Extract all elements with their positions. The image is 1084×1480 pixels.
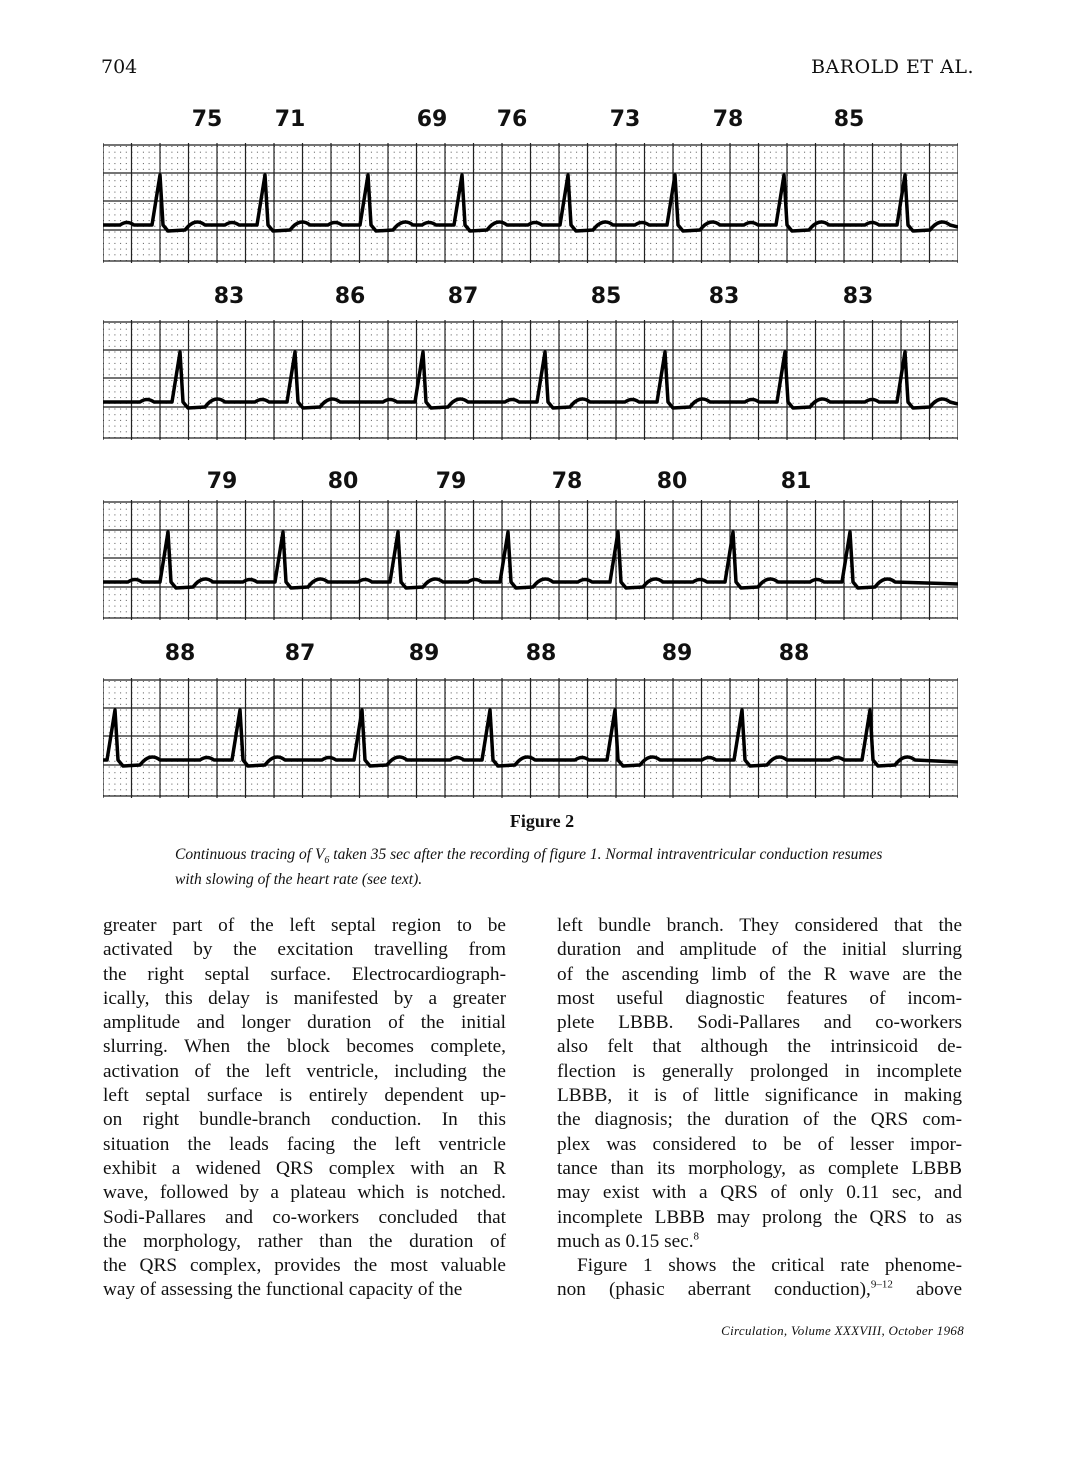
heart-rate-label: 78: [551, 469, 583, 494]
heart-rate-label: 85: [590, 284, 622, 309]
page-number: 704: [101, 56, 138, 78]
text-line: flection is generally prolonged in incomplete: [557, 1060, 962, 1082]
text-line: situation the leads facing the left ventricle: [103, 1133, 506, 1155]
text-line: slurring. When the block becomes complete,: [103, 1036, 506, 1058]
text-line: plete LBBB. Sodi-Pallares and co-workers: [557, 1012, 962, 1034]
heart-rate-label: 83: [213, 284, 245, 309]
text-line: on right bundle-branch conduction. In this: [103, 1109, 506, 1131]
text-line: Sodi-Pallares and co-workers concluded that: [103, 1206, 506, 1228]
ecg-strip: [103, 320, 958, 440]
text-line: plex was considered to be of lesser impor-: [557, 1133, 962, 1155]
heart-rate-label: 73: [609, 107, 641, 132]
text-line: wave, followed by a plateau which is notched.: [103, 1182, 506, 1204]
text: non (phasic aberrant conduction),: [557, 1279, 871, 1301]
heart-rate-label: 71: [274, 107, 306, 132]
heart-rate-label: 83: [708, 284, 740, 309]
text-line: may exist with a QRS of only 0.11 sec, and: [557, 1182, 962, 1204]
heart-rate-label: 86: [334, 284, 366, 309]
heart-rate-label: 69: [416, 107, 448, 132]
reference-superscript: 8: [693, 1230, 700, 1243]
body-column-right: [557, 914, 962, 1303]
body-column-left: [103, 914, 506, 1303]
text-line: activated by the excitation travelling from: [103, 939, 506, 961]
heart-rate-label: 89: [408, 641, 440, 666]
heart-rate-label: 88: [525, 641, 557, 666]
journal-footer: Circulation, Volume XXXVIII, October 1968: [721, 1323, 964, 1338]
text-line: exhibit a widened QRS complex with an R: [103, 1157, 506, 1179]
text-line: the QRS complex, provides the most valuable: [103, 1255, 506, 1277]
heart-rate-label: 76: [496, 107, 528, 132]
text-line: way of assessing the functional capacity of the: [103, 1279, 463, 1301]
text: much as 0.15 sec.: [557, 1230, 694, 1252]
ecg-strip: [103, 678, 958, 798]
heart-rate-label: 88: [778, 641, 810, 666]
text-line: ically, this delay is manifested by a greater: [103, 987, 506, 1009]
heart-rate-label: 80: [327, 469, 359, 494]
text-line: incomplete LBBB may prolong the QRS to as: [557, 1206, 962, 1228]
heart-rate-label: 79: [435, 469, 467, 494]
heart-rate-label: 89: [661, 641, 693, 666]
heart-rate-label: 80: [656, 469, 688, 494]
heart-rate-label: 83: [842, 284, 874, 309]
text-line: tance than its morphology, as complete LBBB: [557, 1157, 962, 1179]
text-line: left septal surface is entirely dependent up-: [103, 1085, 506, 1107]
text-line: most useful diagnostic features of incom-: [557, 987, 962, 1009]
heart-rate-label: 78: [712, 107, 744, 132]
heart-rate-label: 75: [191, 107, 223, 132]
text-line: the morphology, rather than the duration of: [103, 1230, 506, 1252]
heart-rate-label: 87: [284, 641, 316, 666]
reference-superscript: 9–12: [870, 1279, 893, 1292]
text: above: [892, 1279, 962, 1301]
ecg-strip: [103, 143, 958, 263]
text-line: [557, 1278, 962, 1302]
ecg-strip: [103, 500, 958, 620]
heart-rate-label: 79: [206, 469, 238, 494]
text-line: left bundle branch. They considered that the: [557, 915, 962, 936]
heart-rate-label: 88: [164, 641, 196, 666]
caption-text: Continuous tracing of V: [175, 846, 325, 863]
heart-rate-label: 81: [780, 469, 812, 494]
caption-subscript: 6: [324, 855, 330, 867]
text-line: greater part of the left septal region to be: [103, 915, 506, 936]
text-line: the diagnosis; the duration of the QRS com-: [557, 1109, 962, 1131]
text-line: [557, 1230, 962, 1254]
figure-caption: [175, 845, 895, 889]
text-line: also felt that although the intrinsicoid de-: [557, 1036, 962, 1058]
text-line: the right septal surface. Electrocardiograph-: [103, 963, 506, 985]
text-line: LBBB, it is of little significance in making: [557, 1085, 962, 1107]
heart-rate-label: 87: [447, 284, 479, 309]
heart-rate-label: 85: [833, 107, 865, 132]
figure-title: Figure 2: [509, 811, 575, 831]
text-line: duration and amplitude of the initial slurring: [557, 939, 962, 961]
text-line: amplitude and longer duration of the initial: [103, 1012, 506, 1034]
running-head: BAROLD ET AL.: [811, 56, 974, 78]
text-line: activation of the left ventricle, including the: [103, 1060, 506, 1082]
text-line: of the ascending limb of the R wave are the: [557, 963, 962, 985]
caption-text-rest: taken 35 sec after the recording of figure 1. Normal intraventricular conduction resumes with slowing of the heart rate (see text).: [175, 846, 883, 889]
text-line: Figure 1 shows the critical rate phenome-: [577, 1255, 962, 1277]
